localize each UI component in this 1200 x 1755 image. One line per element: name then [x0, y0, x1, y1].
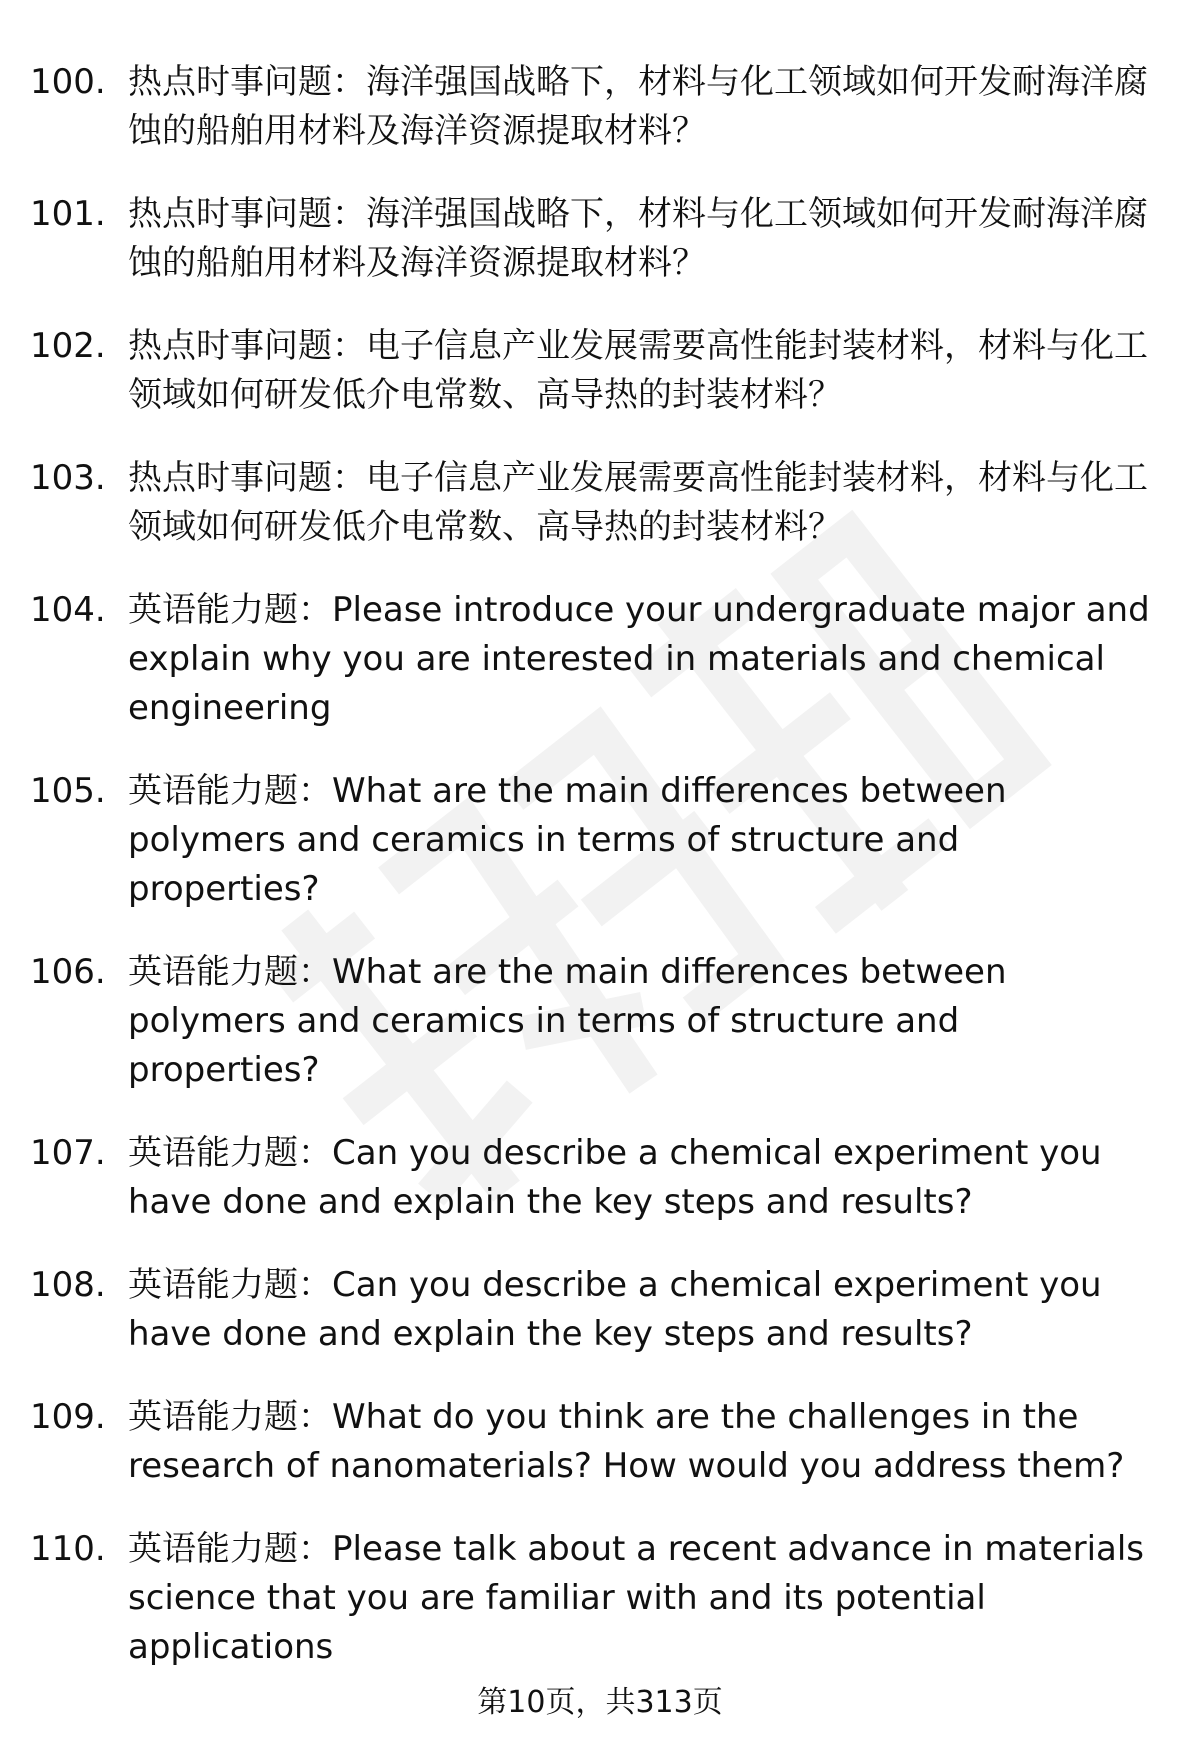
question-category: 英语能力题： — [128, 1397, 332, 1437]
question-category: 热点时事问题： — [128, 458, 366, 498]
question-item — [30, 1393, 1160, 1491]
question-item — [30, 1261, 1160, 1359]
question-number: 100. — [30, 62, 106, 102]
question-text: What do you think are the challenges in the research of nanomaterials? How would you address them? — [128, 1397, 1125, 1486]
question-category: 热点时事问题： — [128, 326, 366, 366]
question-item — [30, 454, 1160, 552]
question-item — [30, 948, 1160, 1095]
question-number: 106. — [30, 952, 106, 992]
question-number: 103. — [30, 458, 106, 498]
question-item — [30, 190, 1160, 288]
question-category: 英语能力题： — [128, 1133, 332, 1173]
question-category: 英语能力题： — [128, 771, 332, 811]
question-body — [128, 767, 1160, 914]
question-number: 104. — [30, 590, 106, 630]
page-footer: 第10页，共313页 — [477, 1685, 723, 1720]
question-body — [128, 58, 1160, 156]
question-body — [128, 1129, 1160, 1227]
question-text: What are the main differences between polymers and ceramics in terms of structure and properties? — [128, 952, 1007, 1090]
question-number: 105. — [30, 771, 106, 811]
question-body — [128, 948, 1160, 1095]
question-item — [30, 322, 1160, 420]
question-number: 108. — [30, 1265, 106, 1305]
question-text: 海洋强国战略下，材料与化工领域如何开发耐海洋腐蚀的船舶用材料及海洋资源提取材料？ — [128, 194, 1148, 283]
question-body — [128, 586, 1160, 733]
question-body — [128, 190, 1160, 288]
question-category: 英语能力题： — [128, 1265, 332, 1305]
question-number: 109. — [30, 1397, 106, 1437]
question-item — [30, 1129, 1160, 1227]
question-text: 电子信息产业发展需要高性能封装材料，材料与化工领域如何研发低介电常数、高导热的封装材料？ — [128, 458, 1148, 547]
question-item — [30, 1525, 1160, 1672]
question-text: What are the main differences between polymers and ceramics in terms of structure and properties? — [128, 771, 1007, 909]
question-category: 热点时事问题： — [128, 62, 366, 102]
question-body — [128, 1525, 1160, 1672]
question-item — [30, 586, 1160, 733]
question-category: 英语能力题： — [128, 1529, 332, 1569]
question-body — [128, 1393, 1160, 1491]
question-text: Can you describe a chemical experiment you have done and explain the key steps and results? — [128, 1133, 1102, 1222]
question-body — [128, 454, 1160, 552]
question-category: 英语能力题： — [128, 590, 332, 630]
question-list — [30, 58, 1160, 1706]
question-number: 110. — [30, 1529, 106, 1569]
question-text: Please introduce your undergraduate major and explain why you are interested in materials and chemical engineering — [128, 590, 1150, 728]
question-category: 热点时事问题： — [128, 194, 366, 234]
question-text: 海洋强国战略下，材料与化工领域如何开发耐海洋腐蚀的船舶用材料及海洋资源提取材料？ — [128, 62, 1148, 151]
question-number: 107. — [30, 1133, 106, 1173]
question-body — [128, 1261, 1160, 1359]
question-body — [128, 322, 1160, 420]
question-item — [30, 58, 1160, 156]
question-text: 电子信息产业发展需要高性能封装材料，材料与化工领域如何研发低介电常数、高导热的封装材料？ — [128, 326, 1148, 415]
question-number: 102. — [30, 326, 106, 366]
question-item — [30, 767, 1160, 914]
question-text: Can you describe a chemical experiment you have done and explain the key steps and results? — [128, 1265, 1102, 1354]
question-number: 101. — [30, 194, 106, 234]
question-text: Please talk about a recent advance in materials science that you are familiar with and its potential applications — [128, 1529, 1145, 1667]
question-category: 英语能力题： — [128, 952, 332, 992]
